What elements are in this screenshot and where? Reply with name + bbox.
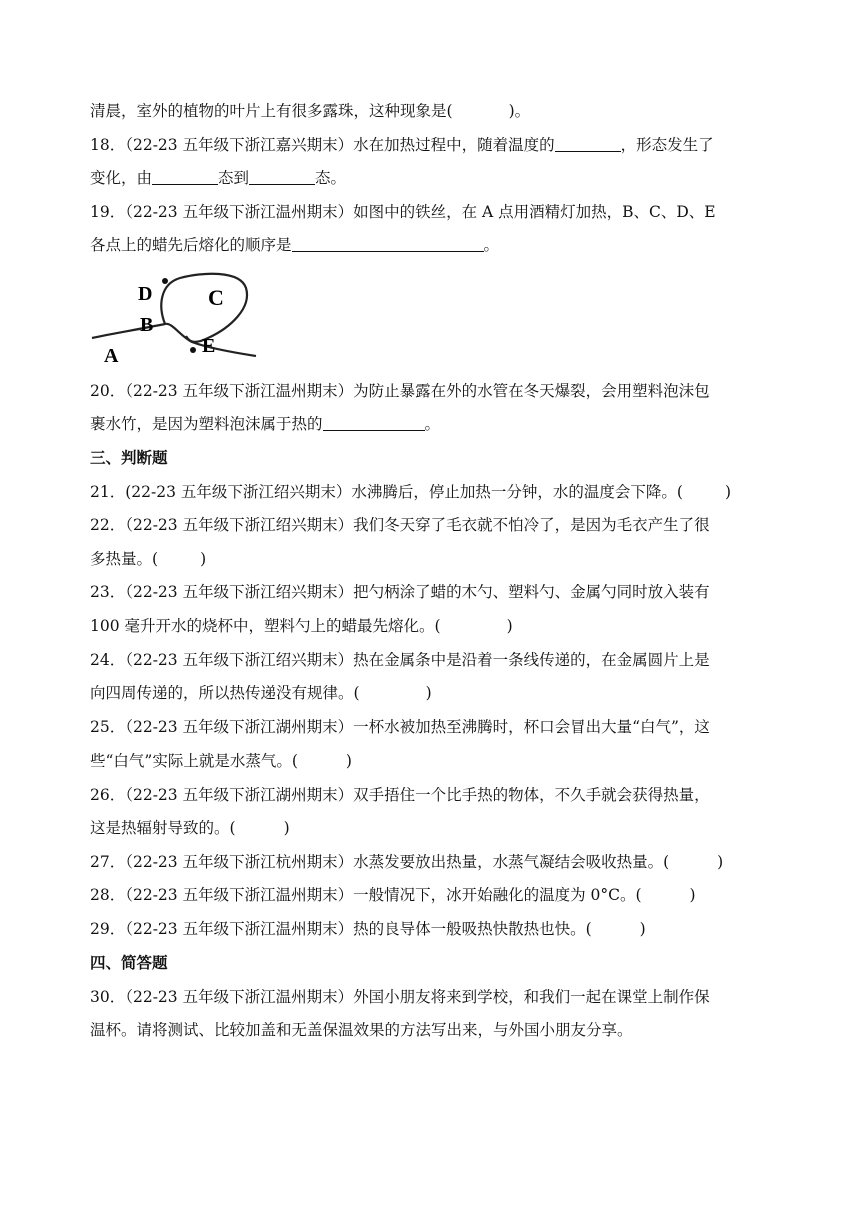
q19-text-2: 各点上的蜡先后熔化的顺序是	[90, 236, 292, 254]
label-c: C	[208, 285, 224, 310]
q25-line1	[90, 716, 780, 738]
q23-line2	[90, 615, 780, 637]
q20-line2	[90, 413, 780, 435]
q24-text-2: 向四周传递的，所以热传递没有规律。(	[90, 684, 360, 702]
q27-end: )	[717, 853, 724, 871]
q19-line1	[90, 201, 780, 223]
q29-text: 29．（22-23 五年级下浙江温州期末）热的良导体一般吸热快散热也快。(	[90, 920, 592, 938]
q24-text: 24．（22-23 五年级下浙江绍兴期末）热在金属条中是沿着一条线传递的，在金属圆片上是	[90, 651, 710, 669]
q30-text: 30．（22-23 五年级下浙江温州期末）外国小朋友将来到学校，和我们一起在课堂上制作保	[90, 988, 710, 1006]
wire-loop-segment	[161, 274, 247, 342]
q27-text: 27．（22-23 五年级下浙江杭州期末）水蒸发要放出热量，水蒸气凝结会吸收热量。(	[90, 853, 670, 871]
q18-blank-3[interactable]	[249, 168, 315, 185]
q26-end: )	[283, 819, 290, 837]
q20-text: 20．（22-23 五年级下浙江温州期末）为防止暴露在外的水管在冬天爆裂，会用塑料泡沫包	[90, 382, 710, 400]
q17-continuation	[90, 100, 780, 122]
q25-text: 25．（22-23 五年级下浙江湖州期末）一杯水被加热至沸腾时，杯口会冒出大量“白气”，这	[90, 718, 710, 736]
q17-end: )。	[508, 102, 531, 120]
q19-blank[interactable]	[292, 235, 484, 252]
q19-text: 19．（22-23 五年级下浙江温州期末）如图中的铁丝，在 A 点用酒精灯加热，B、C、D、E	[90, 203, 716, 221]
q30-line2	[90, 1019, 780, 1041]
q22-text-2: 多热量。(	[90, 550, 159, 568]
q17-text: 清晨，室外的植物的叶片上有很多露珠，这种现象是(	[90, 102, 453, 120]
q18-text: 18．（22-23 五年级下浙江嘉兴期末）水在加热过程中，随着温度的	[90, 136, 555, 154]
q20-line1	[90, 380, 780, 402]
iron-wire-figure	[90, 268, 260, 368]
q24-line1	[90, 649, 780, 671]
q24-line2	[90, 682, 780, 704]
q27-line	[90, 851, 780, 873]
q22-line2	[90, 548, 780, 570]
q22-line1	[90, 514, 780, 536]
q18-line1	[90, 134, 780, 156]
q23-end: )	[506, 617, 513, 635]
q23-text-2: 100 毫升开水的烧杯中，塑料勺上的蜡最先熔化。(	[90, 617, 441, 635]
q21-text: 21．(22-23 五年级下浙江绍兴期末）水沸腾后，停止加热一分钟，水的温度会下降。(	[90, 483, 683, 501]
q18-text-3: 态到	[218, 169, 250, 187]
q28-line	[90, 884, 780, 906]
label-e: E	[202, 335, 216, 357]
q23-text: 23．（22-23 五年级下浙江绍兴期末）把勺柄涂了蜡的木勺、塑料勺、金属勺同时放入装有	[90, 583, 710, 601]
q18-text-2: 变化，由	[90, 169, 153, 187]
wax-point-e	[190, 347, 196, 353]
q30-text-2: 温杯。请将测试、比较加盖和无盖保温效果的方法写出来，与外国小朋友分享。	[90, 1021, 633, 1039]
label-d: D	[138, 283, 153, 305]
q26-text: 26．（22-23 五年级下浙江湖州期末）双手捂住一个比手热的物体，不久手就会获得热量，	[90, 786, 710, 804]
q28-end: )	[689, 886, 696, 904]
q24-end: )	[425, 684, 432, 702]
q18-line2	[90, 167, 780, 189]
q20-text-end: 。	[424, 415, 441, 433]
q26-line2	[90, 817, 780, 839]
q26-text-2: 这是热辐射导致的。(	[90, 819, 236, 837]
q21-line	[90, 481, 780, 503]
q29-line	[90, 918, 780, 940]
q18-text-4: 态。	[315, 169, 347, 187]
q23-line1	[90, 581, 780, 603]
q25-line2	[90, 750, 780, 772]
q20-blank[interactable]	[323, 414, 425, 431]
q18-blank-1[interactable]	[555, 135, 621, 152]
section-4-heading: 四、简答题	[90, 954, 168, 972]
q18-blank-2[interactable]	[152, 168, 218, 185]
q21-end: )	[724, 483, 731, 501]
q19-text-end: 。	[483, 236, 500, 254]
q20-text-2: 裹水竹，是因为塑料泡沫属于热的	[90, 415, 323, 433]
q28-text: 28．（22-23 五年级下浙江温州期末）一般情况下，冰开始融化的温度为 0°C。(	[90, 886, 642, 904]
wax-point-d	[162, 278, 168, 284]
q22-text: 22．（22-23 五年级下浙江绍兴期末）我们冬天穿了毛衣就不怕冷了，是因为毛衣产生了很	[90, 516, 710, 534]
label-b: B	[140, 314, 154, 336]
q25-end: )	[345, 752, 352, 770]
q22-end: )	[200, 550, 207, 568]
q25-text-2: 些“白气”实际上就是水蒸气。(	[90, 752, 298, 770]
q30-line1	[90, 986, 780, 1008]
q26-line1	[90, 784, 780, 806]
label-a: A	[104, 345, 119, 367]
section-3-heading: 三、判断题	[90, 449, 168, 467]
q19-line2	[90, 234, 780, 256]
q29-end: )	[639, 920, 646, 938]
q18-text-post: ，形态发生了	[620, 136, 714, 154]
